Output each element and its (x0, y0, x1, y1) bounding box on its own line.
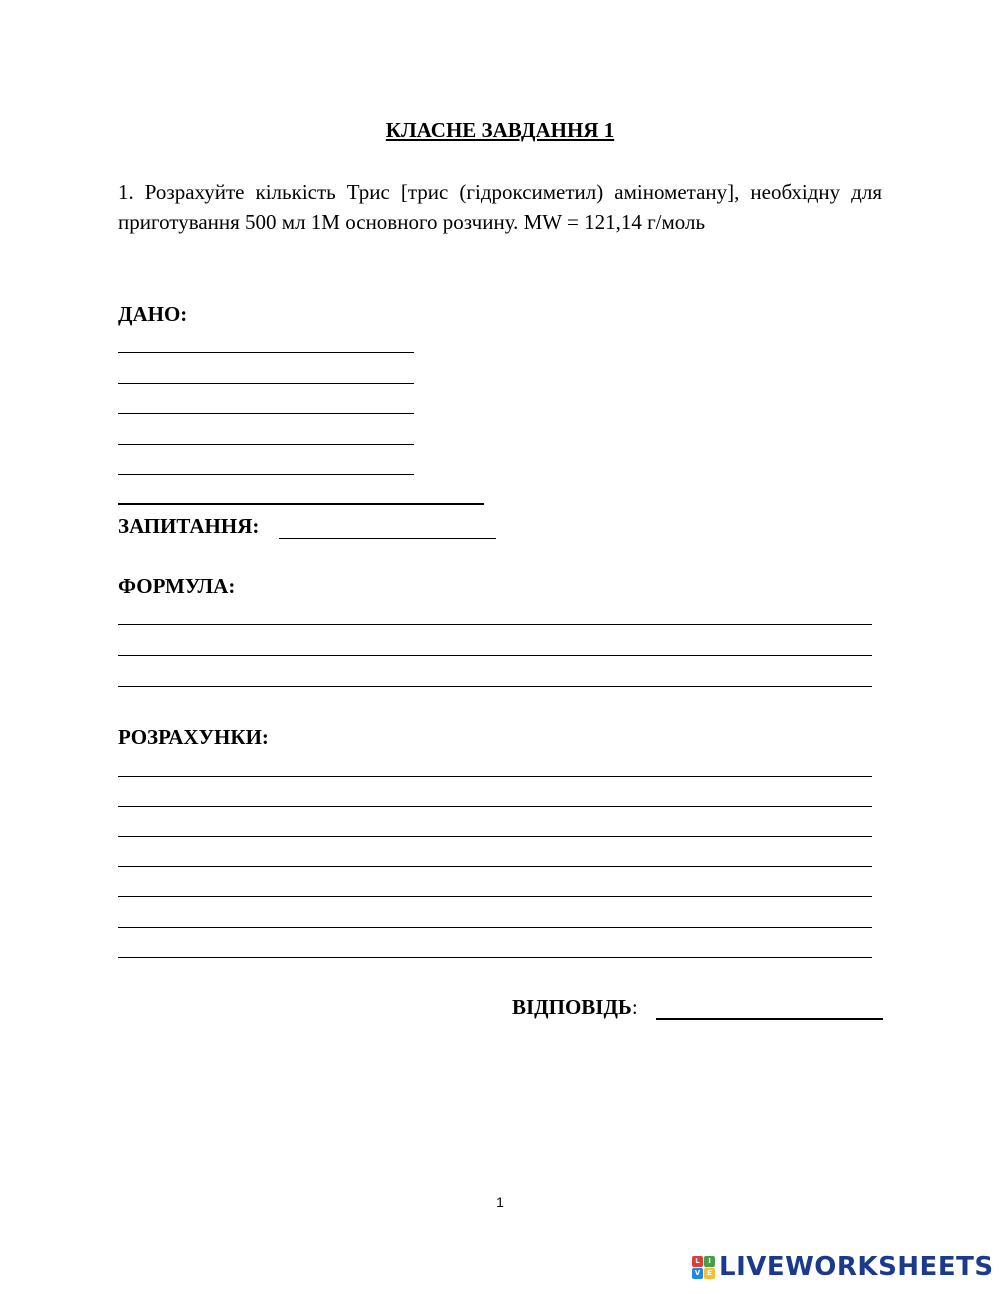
given-answer-line-4[interactable] (118, 444, 414, 445)
logo-letter: E (704, 1268, 715, 1279)
formula-answer-line-3[interactable] (118, 686, 872, 687)
brand-name: LIVEWORKSHEETS (719, 1252, 994, 1282)
calc-answer-line-2[interactable] (118, 806, 872, 807)
given-label: ДАНО: (118, 302, 188, 326)
answer-label: ВІДПОВІДЬ: (512, 995, 638, 1019)
answer-line[interactable] (656, 1018, 883, 1020)
calc-answer-line-5[interactable] (118, 896, 872, 897)
formula-answer-line-1[interactable] (118, 624, 872, 625)
logo-letter: I (704, 1256, 715, 1267)
given-answer-line-5[interactable] (118, 474, 414, 475)
calc-answer-line-6[interactable] (118, 927, 872, 928)
logo-letter: L (692, 1256, 703, 1267)
worksheet-title: КЛАСНЕ ЗАВДАННЯ 1 (385, 118, 615, 142)
calc-answer-line-3[interactable] (118, 836, 872, 837)
calc-answer-line-4[interactable] (118, 866, 872, 867)
formula-label: ФОРМУЛА: (118, 574, 236, 598)
given-answer-line-2[interactable] (118, 383, 414, 384)
calculations-label: РОЗРАХУНКИ: (118, 725, 269, 749)
task-text: 1. Розрахуйте кількість Трис [трис (гідроксиметил) амінометану], необхідну для приготування 500 мл 1М основного розчину. MW = 121,14 г/моль (118, 180, 882, 234)
question-answer-line[interactable] (279, 538, 496, 539)
formula-answer-line-2[interactable] (118, 655, 872, 656)
question-label: ЗАПИТАННЯ: (118, 514, 260, 538)
calc-answer-line-7[interactable] (118, 957, 872, 958)
liveworksheets-logo-icon (692, 1256, 715, 1279)
given-separator-line (118, 503, 484, 505)
liveworksheets-logo (692, 1252, 994, 1282)
given-answer-line-1[interactable] (118, 352, 414, 353)
page-number: 1 (496, 1194, 504, 1210)
given-answer-line-3[interactable] (118, 413, 414, 414)
logo-letter: V (692, 1268, 703, 1279)
calc-answer-line-1[interactable] (118, 776, 872, 777)
